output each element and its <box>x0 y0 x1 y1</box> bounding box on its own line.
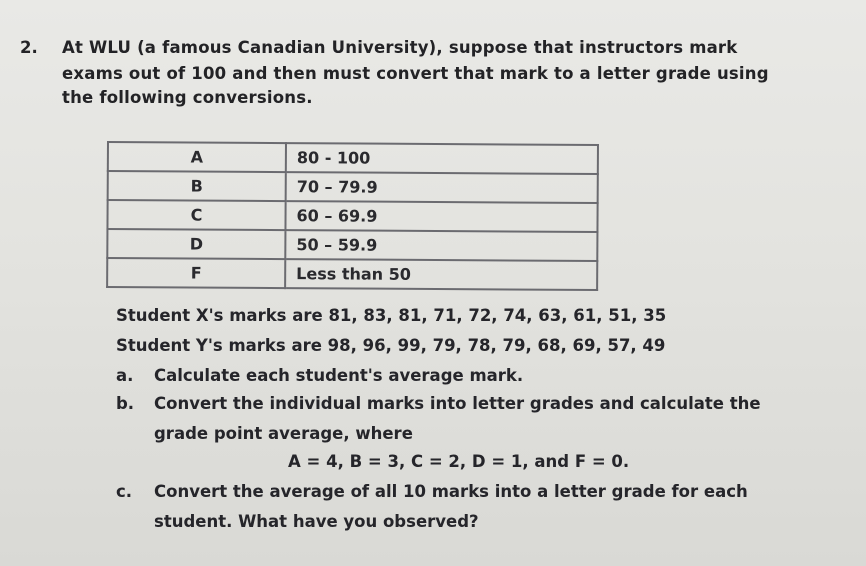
grade-letter: C <box>107 200 285 230</box>
grade-conversion-table <box>106 141 599 291</box>
part-c-line-1: Convert the average of all 10 marks into a letter grade for each <box>154 482 748 501</box>
part-a-marker: a. <box>116 366 134 385</box>
table-row <box>108 142 598 174</box>
grade-range: 60 – 69.9 <box>285 201 597 232</box>
part-b-line-2: grade point average, where <box>154 424 413 443</box>
student-x-marks: Student X's marks are 81, 83, 81, 71, 72, 74, 63, 61, 51, 35 <box>116 306 667 325</box>
grade-range: 50 – 59.9 <box>285 230 597 261</box>
grade-letter: D <box>107 229 285 259</box>
part-c-marker: c. <box>116 482 133 501</box>
table-row <box>108 171 598 203</box>
part-c-line-2: student. What have you observed? <box>154 512 479 531</box>
table-row <box>107 258 597 290</box>
student-y-marks: Student Y's marks are 98, 96, 99, 79, 78, 79, 68, 69, 57, 49 <box>116 336 666 355</box>
question-number: 2. <box>20 38 38 57</box>
part-b-line-3: A = 4, B = 3, C = 2, D = 1, and F = 0. <box>288 452 630 471</box>
question-line-3: the following conversions. <box>62 88 313 107</box>
table-row <box>107 229 597 261</box>
table-row <box>107 200 597 232</box>
question-line-1: At WLU (a famous Canadian University), suppose that instructors mark <box>62 38 738 57</box>
grade-range: Less than 50 <box>285 259 597 290</box>
grade-range: 80 - 100 <box>286 143 598 174</box>
grade-letter: B <box>108 171 286 201</box>
part-a-text: Calculate each student's average mark. <box>154 366 524 385</box>
grade-range: 70 – 79.9 <box>286 172 598 203</box>
question-line-2: exams out of 100 and then must convert that mark to a letter grade using <box>62 64 769 83</box>
part-b-marker: b. <box>116 394 135 413</box>
grade-letter: F <box>107 258 285 288</box>
grade-letter: A <box>108 142 286 172</box>
part-b-line-1: Convert the individual marks into letter grades and calculate the <box>154 394 761 413</box>
